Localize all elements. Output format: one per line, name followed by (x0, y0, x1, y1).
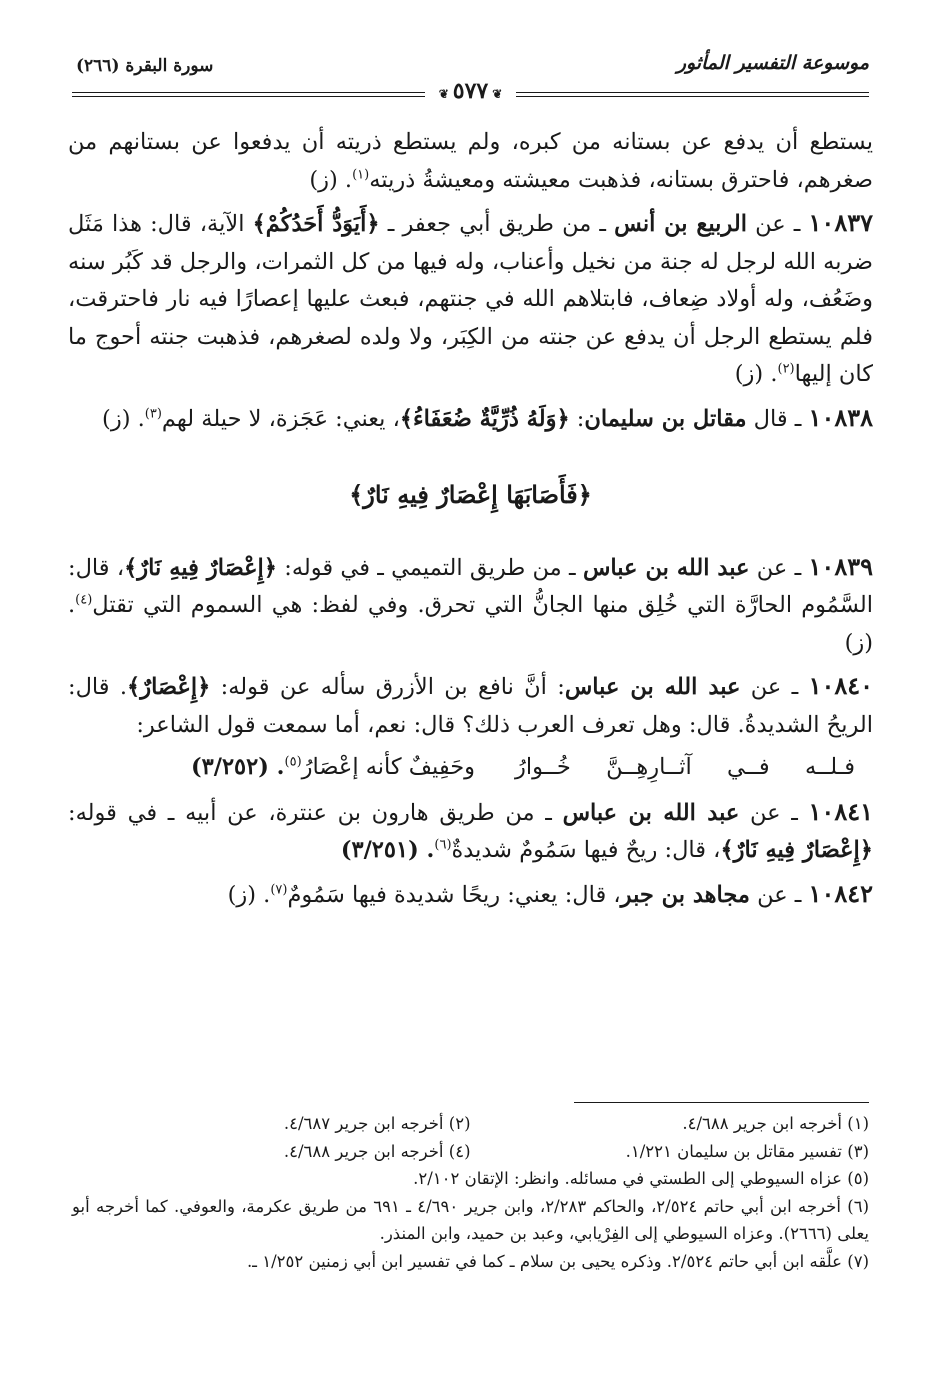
footnote-marker[interactable]: (٧) (270, 882, 288, 897)
footnote-2: (٢) أخرجه ابن جرير ٤/٦٨٧. (283, 1114, 471, 1133)
entry-10839 (68, 548, 873, 663)
entry-10837 (68, 204, 873, 394)
poem-hemistich-1: فـلــه فــي آثــارِهِــنَّ خُــوارُ (515, 754, 855, 780)
entry-text: ـ عن (746, 211, 809, 237)
entry-text: . (ز) (734, 361, 778, 387)
quran-quote: ﴿إِعْصَارٌ فِيهِ نَارٌ﴾ (124, 554, 277, 581)
footnotes (72, 1110, 869, 1275)
entry-text: ـ قال (746, 405, 809, 432)
entry-text: ـ من طريق أبي جعفر ـ (379, 211, 615, 237)
quran-quote: ﴿وَلَهُ ذُرِّيَّةٌ ضُعَفَاءُ﴾ (399, 405, 570, 432)
narrator-name: عبد الله بن عباس (582, 554, 750, 581)
ornament-left-icon: ❦ (438, 87, 449, 101)
entry-text: ـ عن (749, 881, 809, 908)
body-text (68, 124, 873, 919)
entry-text: ـ من طريق التميمي ـ في قوله: (276, 554, 583, 581)
entry-text: ، قال: ريحٌ فيها سَمُومٌ شديدةٌ (451, 837, 721, 863)
entry-10842 (68, 875, 873, 915)
quran-quote: ﴿إِعْصَارٌ فِيهِ نَارٌ﴾ (720, 837, 873, 863)
narrator-name: مقاتل بن سليمان (584, 405, 747, 432)
entry-text: . (ز) (227, 881, 271, 908)
footnote-marker[interactable]: (١) (352, 167, 370, 182)
entry-text: ، قال: يعني: ريحًا شديدة فيها سَمُومٌ (287, 881, 621, 908)
entry-text: ـ عن (740, 674, 809, 700)
entry-text: يستطع أن يدفع عن بستانه من كبره، ولم يستطع ذريته أن يدفعوا عن بستانهم من صغرهم، فاحترق بستانه، فذهبت معيشته ومعيشةُ ذريته (68, 129, 873, 193)
footnote-row (72, 1138, 869, 1166)
entry-text: ـ عن (739, 799, 809, 826)
section-heading: ﴿فَأَصَابَهَا إِعْصَارٌ فِيهِ نَارٌ﴾ (349, 480, 592, 509)
entry-text: ، يعني: عَجَزة، لا حيلة لهم (161, 405, 400, 432)
footnote-marker[interactable]: (٤) (75, 592, 93, 608)
volume-reference: . (٣/٢٥١) (340, 837, 435, 863)
ornament-right-icon: ❦ (492, 87, 503, 101)
entry-number: ١٠٨٣٧ (808, 208, 873, 237)
footnote-6: (٦) أخرجه ابن أبي حاتم ٢/٥٢٤، والحاكم ٢/٢٨٣، وابن جرير ٤/٦٩٠ ـ ٦٩١ من طريق عكرمة، والعوفي. كما أخرجه أبو يعلى (٢٦٦٦). وعزاه السيوطي إلى الفِرْيابي، وعبد بن حميد، وابن المنذر. (72, 1196, 869, 1243)
narrator-name: مجاهد بن جبر (620, 881, 750, 908)
footnote-marker[interactable]: (٦) (434, 837, 452, 853)
surah-reference: سورة البقرة (٢٦٦) (76, 56, 214, 76)
entry-number: ١٠٨٣٩ (808, 551, 873, 581)
entry-text: . (ز) (309, 166, 353, 193)
entry-10838 (68, 399, 873, 439)
entry-number: ١٠٨٣٨ (808, 402, 873, 432)
entry-text: . (ز) (68, 592, 873, 656)
footnote-5: (٥) عزاه السيوطي إلى الطستي في مسائله. وانظر: الإتقان ٢/١٠٢. (413, 1169, 869, 1188)
narrator-name: عبد الله بن عباس (564, 674, 741, 700)
footnote-3: (٣) تفسير مقاتل بن سليمان ١/٢٢١. (625, 1141, 869, 1161)
entry-number: ١٠٨٤٠ (808, 671, 874, 700)
entry-10840 (68, 667, 873, 744)
entry-continuation (68, 124, 873, 199)
entry-number: ١٠٨٤١ (808, 796, 873, 826)
footnote-separator (574, 1102, 869, 1103)
book-title: موسوعة التفسير المأثور (676, 52, 869, 74)
footnote-marker[interactable]: (٥) (284, 754, 302, 770)
footnote-row (72, 1110, 869, 1138)
entry-text: ـ من طريق هارون بن عنترة، عن أبيه ـ في قوله: (68, 799, 563, 826)
page-number-text: ٥٧٧ (452, 78, 489, 104)
entry-number: ١٠٨٤٢ (808, 878, 873, 908)
entry-text: : أنَّ نافع بن الأزرق سأله عن قوله: (210, 674, 565, 700)
volume-reference: . (٣/٢٥٢) (190, 754, 285, 780)
entry-text: : (569, 405, 585, 432)
narrator-name: عبد الله بن عباس (562, 799, 740, 826)
poem-hemistich-2: وحَفِيفٌ كأنه إعْصَارُ (301, 754, 475, 780)
entry-text: . قال: الريحُ الشديدةُ. قال: وهل تعرف العرب ذلك؟ قال: نعم، أما سمعت قول الشاعر: (68, 674, 873, 738)
entry-text: الآية، قال: هذا مَثَل ضربه الله لرجل له جنة من نخيل وأعناب، وله فيها من كل الثمرات، والرجل قد كَبُر سنه وضَعُف، وله أولاد ضِعاف، فابتلاهم الله في جنتهم، فبعث عليها إعصارًا فيه نار فاحترقت، فلم يستطع الرجل أن يدفع عن جنته من الكِبَر، ولا ولده لصغرهم، فذهبت جنته أحوج ما كان إليها (68, 211, 873, 387)
page-number (425, 78, 517, 104)
footnote-4: (٤) أخرجه ابن جرير ٤/٦٨٨. (283, 1141, 471, 1161)
quran-quote: ﴿أَيَوَدُّ أَحَدُكُمْ﴾ (252, 211, 380, 237)
footnote-7: (٧) علَّقه ابن أبي حاتم ٢/٥٢٤. وذكره يحيى بن سلام ـ كما في تفسير ابن أبي زمنين ١/٢٥٢ ـ. (246, 1251, 869, 1271)
entry-text: . (ز) (102, 405, 145, 432)
entry-text: ، قال: السَّمُوم الحارَّة التي خُلِق منها الجانُّ التي تحرق. وفي لفظ: هي السموم التي تقتل (68, 554, 873, 618)
poem-verse (68, 749, 873, 787)
footnote-1: (١) أخرجه ابن جرير ٤/٦٨٨. (682, 1114, 869, 1133)
entry-text: ـ عن (749, 554, 809, 581)
quran-quote: ﴿إِعْصَارٌ﴾ (127, 674, 211, 700)
page-number-wrap (0, 78, 941, 104)
narrator-name: الربيع بن أنس (614, 211, 747, 237)
footnote-marker[interactable]: (٢) (777, 361, 795, 377)
poem-hemistich-2-wrap (68, 749, 475, 787)
footnote-marker[interactable]: (٣) (144, 406, 162, 421)
entry-10841 (68, 793, 873, 870)
